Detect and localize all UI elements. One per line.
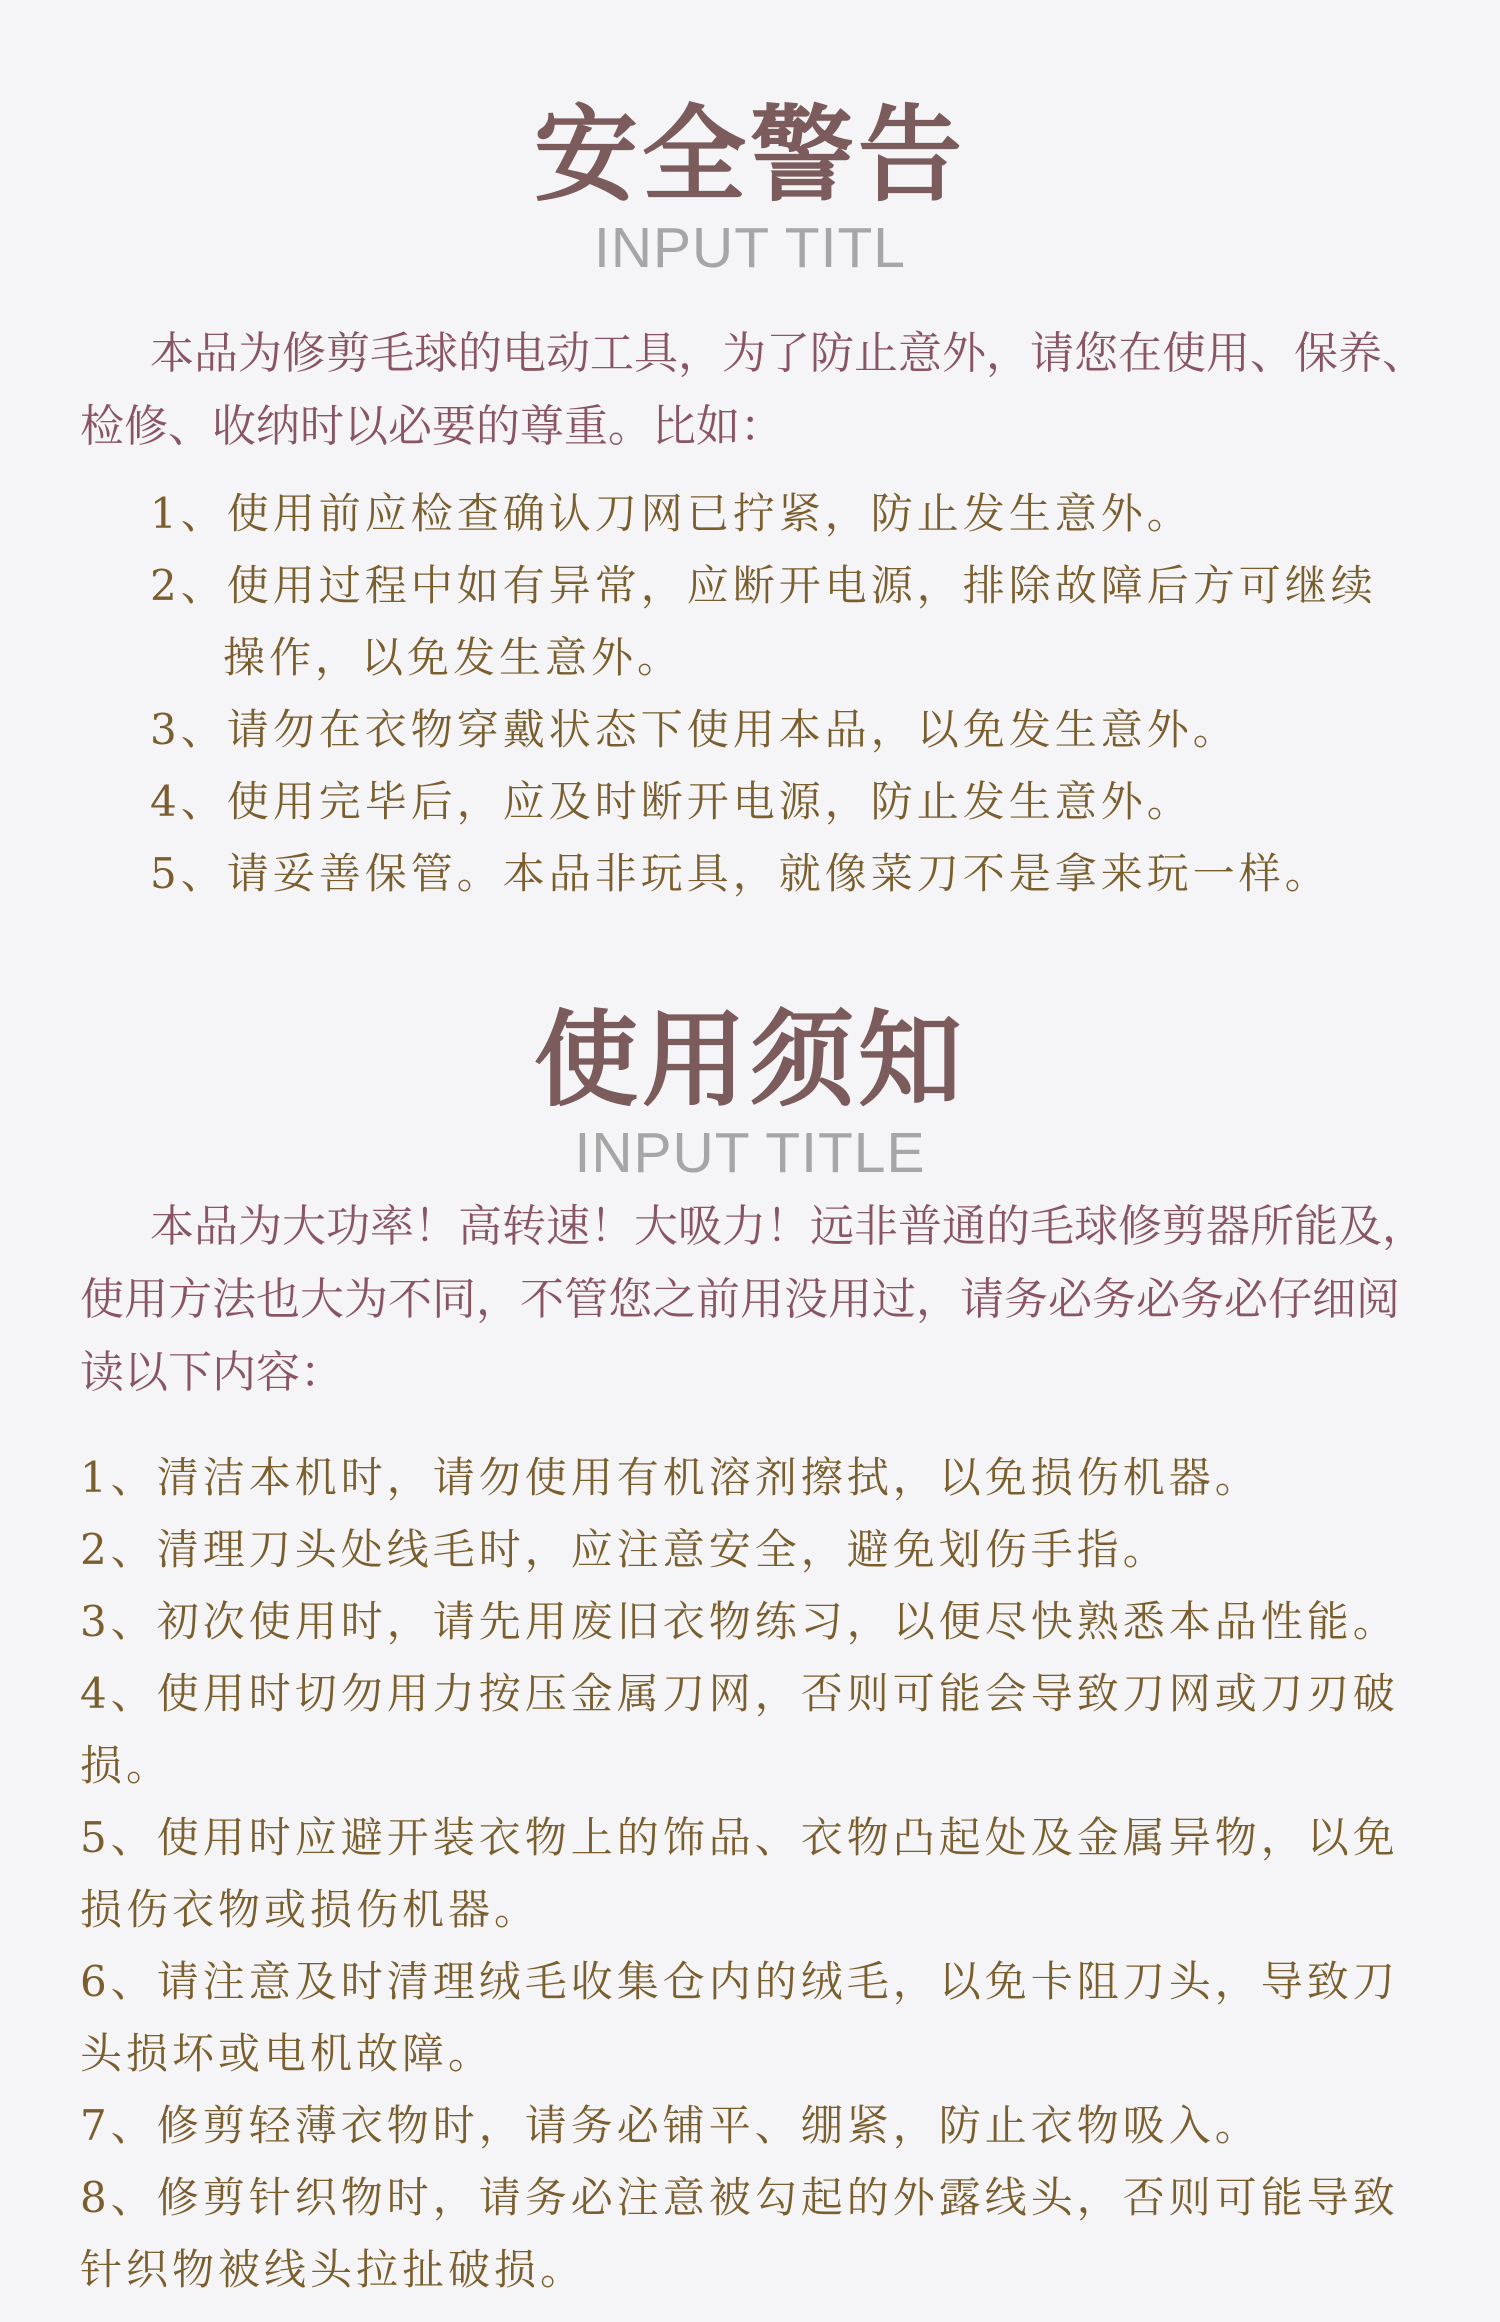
- safety-warning-title: 安全警告: [533, 94, 966, 216]
- safety-warning-item: 4、使用完毕后，应及时断开电源，防止发生意外。: [150, 777, 1193, 826]
- safety-warning-item: 3、请勿在衣物穿戴状态下使用本品，以免发生意外。: [150, 705, 1239, 754]
- usage-notice-title: 使用须知: [533, 999, 966, 1121]
- usage-notice-item: 2、清理刀头处线毛时，应注意安全，避免划伤手指。: [80, 1525, 1169, 1574]
- usage-notice-intro: 本品为大功率！高转速！大吸力！远非普通的毛球修剪器所能及，使用方法也大为不同，不管您之前用没用过，请务必务必务必仔细阅读以下内容：: [80, 1201, 1426, 1398]
- safety-warning-item: 2、使用过程中如有异常，应断开电源，排除故障后方可继续操作，以免发生意外。: [150, 561, 1377, 682]
- usage-notice-list: [80, 1442, 1420, 2306]
- usage-notice-item: 3、初次使用时，请先用废旧衣物练习，以便尽快熟悉本品性能。: [80, 1597, 1399, 1646]
- safety-warning-list: [150, 478, 1380, 910]
- usage-notice-item: 8、修剪针织物时，请务必注意被勾起的外露线头，否则可能导致针织物被线头拉扯破损。: [80, 2173, 1399, 2294]
- usage-notice-item: 1、清洁本机时，请勿使用有机溶剂擦拭，以免损伤机器。: [80, 1453, 1261, 1502]
- safety-warning-item: 5、请妥善保管。本品非玩具，就像菜刀不是拿来玩一样。: [150, 849, 1331, 898]
- safety-warning-subtitle: INPUT TITL: [594, 216, 906, 280]
- usage-notice-item: 6、请注意及时清理绒毛收集仓内的绒毛，以免卡阻刀头，导致刀头损坏或电机故障。: [80, 1957, 1399, 2078]
- usage-notice-section: [0, 999, 1500, 2294]
- usage-notice-item: 5、使用时应避开装衣物上的饰品、衣物凸起处及金属异物，以免损伤衣物或损伤机器。: [80, 1813, 1399, 1934]
- usage-notice-subtitle: INPUT TITLE: [574, 1121, 926, 1185]
- usage-notice-item: 4、使用时切勿用力按压金属刀网，否则可能会导致刀网或刀刃破损。: [80, 1669, 1399, 1790]
- safety-warning-section: [0, 94, 1500, 898]
- safety-warning-intro: 本品为修剪毛球的电动工具，为了防止意外，请您在使用、保养、检修、收纳时以必要的尊重。比如：: [80, 328, 1426, 452]
- safety-warning-item: 1、使用前应检查确认刀网已拧紧，防止发生意外。: [150, 489, 1193, 538]
- usage-notice-item: 7、修剪轻薄衣物时，请务必铺平、绷紧，防止衣物吸入。: [80, 2101, 1261, 2150]
